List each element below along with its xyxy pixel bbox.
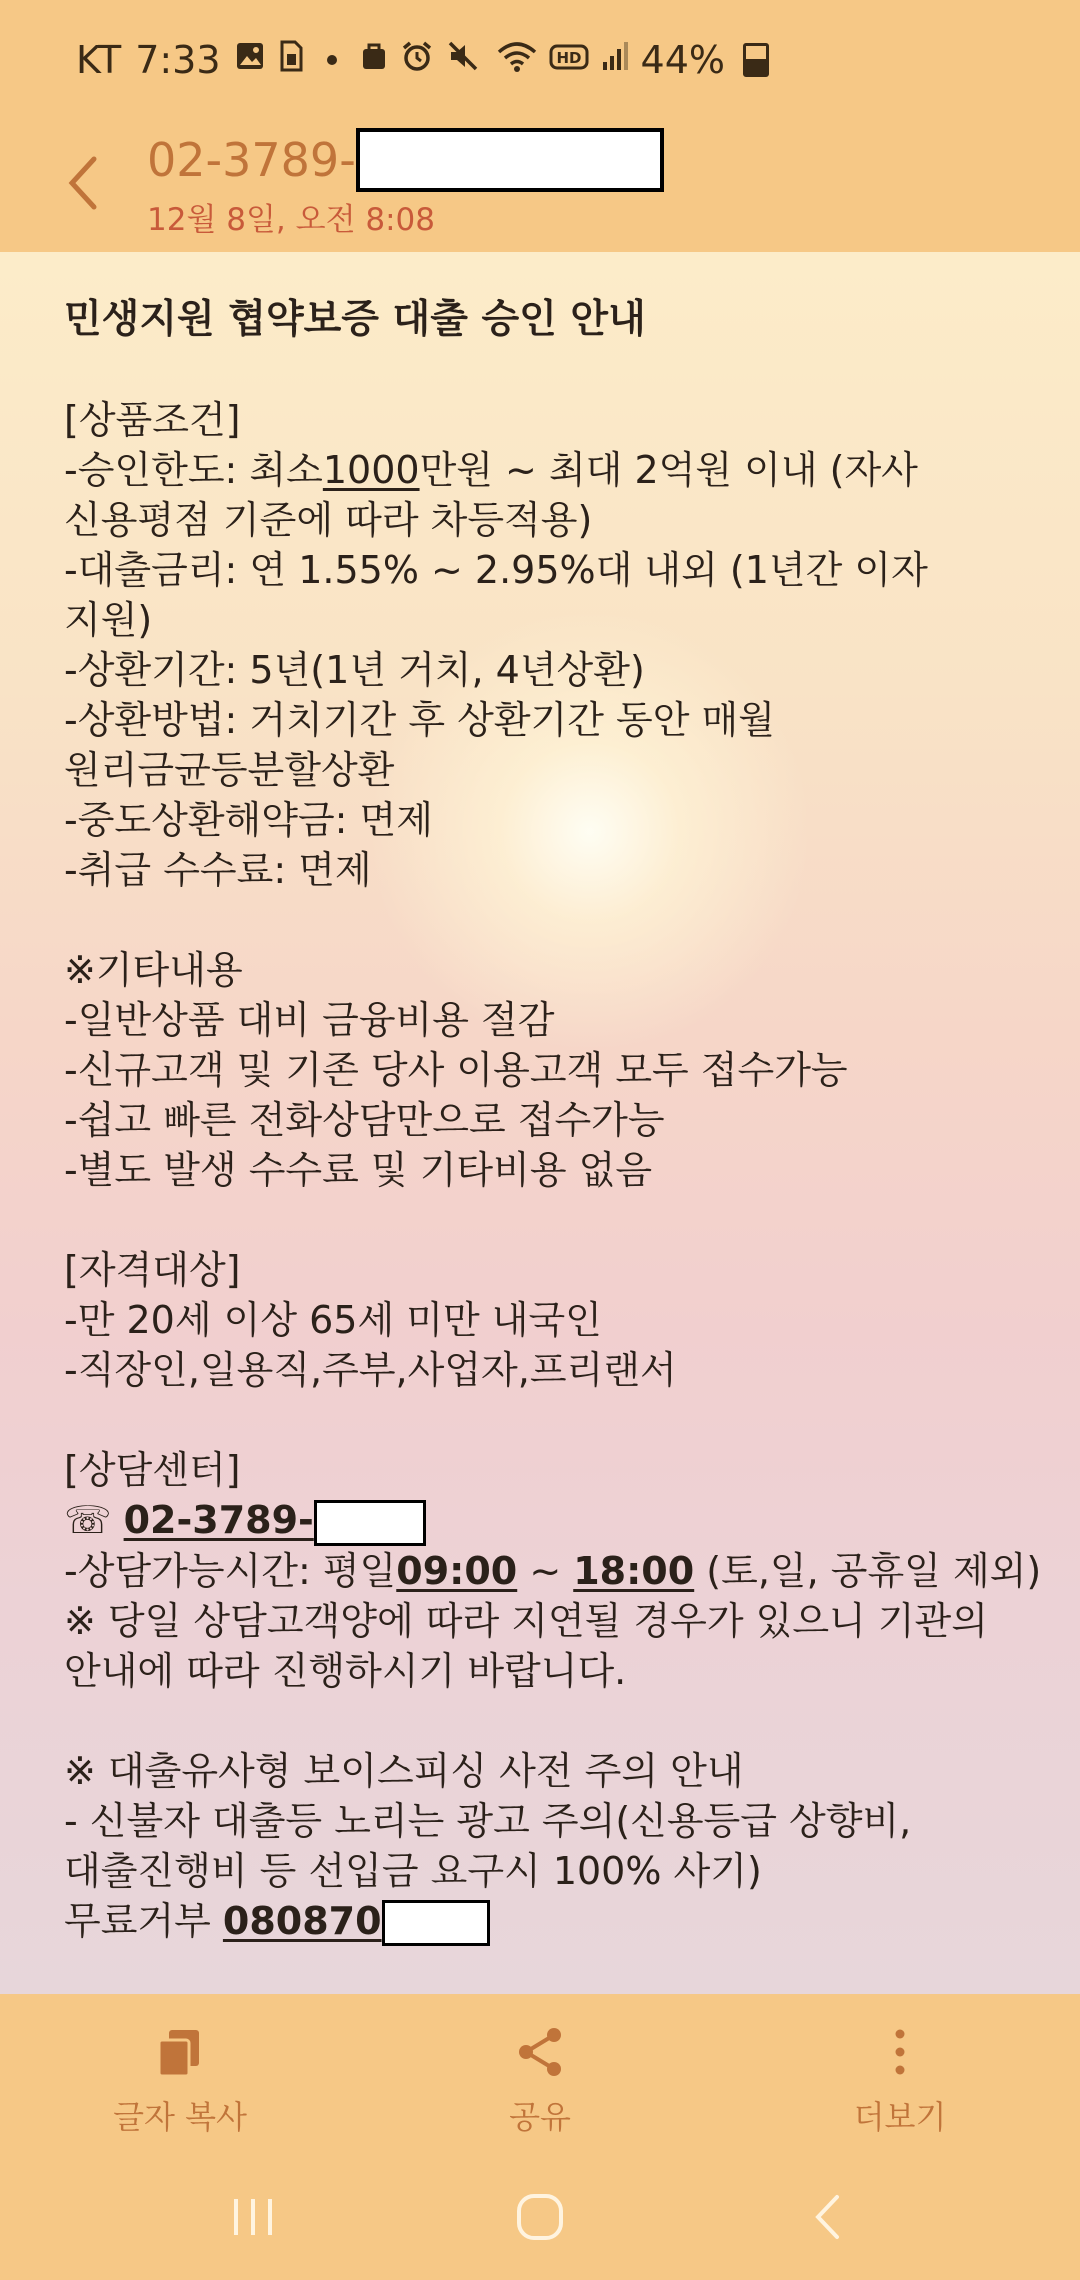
back-nav-icon (811, 2192, 843, 2242)
linked-number[interactable]: 09:00 (396, 1548, 518, 1593)
underlined-number[interactable]: 1000 (322, 448, 420, 492)
message-line (64, 1796, 1024, 1846)
message-line (64, 495, 1024, 545)
message-line (64, 745, 1024, 795)
sim-icon (279, 40, 303, 80)
status-bar (0, 0, 1080, 120)
bag-icon (361, 41, 387, 79)
message-text: -중도상환해약금: 면제 (64, 798, 433, 842)
linked-number[interactable]: 02-3789- (123, 1498, 314, 1542)
linked-number[interactable]: 080870 (222, 1898, 382, 1943)
signal-icon (601, 40, 629, 80)
message-text: -쉽고 빠른 전화상담만으로 접수가능 (64, 1098, 665, 1142)
redaction-box (314, 1500, 426, 1546)
message-text: -일반상품 대비 금융비용 절감 (64, 998, 555, 1042)
more-label: 더보기 (853, 2098, 947, 2136)
message-text: ※기타내용 (64, 948, 243, 992)
message-line (64, 1045, 1024, 1095)
message-line (64, 1445, 1024, 1495)
home-icon (515, 2192, 565, 2242)
message-line (64, 545, 1024, 595)
more-button[interactable] (720, 1994, 1080, 2154)
linked-number[interactable]: 18:00 (573, 1548, 695, 1593)
message-line (64, 1896, 1024, 1947)
message-line (64, 445, 1024, 495)
redaction-box (382, 1900, 490, 1946)
message-text: 대출진행비 등 선입금 요구시 100% 사기) (64, 1848, 762, 1893)
conversation-header (0, 120, 1080, 252)
bottom-toolbar (0, 1994, 1080, 2154)
message-body[interactable] (64, 294, 1042, 1946)
message-text: -만 20세 이상 65세 미만 내국인 (64, 1298, 602, 1342)
recent-apps-icon (230, 2195, 276, 2239)
share-icon (516, 2026, 564, 2078)
message-line (64, 695, 1024, 745)
message-line (64, 1245, 1024, 1295)
message-text: 무료거부 (64, 1898, 223, 1943)
message-area (0, 252, 1080, 1994)
share-label: 공유 (509, 2098, 571, 2136)
message-text: ※ 대출유사형 보이스피싱 사전 주의 안내 (64, 1748, 744, 1793)
message-line (64, 1696, 1024, 1746)
message-line (64, 795, 1024, 845)
message-line (64, 845, 1024, 895)
message-text: 안내에 따라 진행하시기 바랍니다. (64, 1648, 627, 1693)
message-text: - 신불자 대출등 노리는 광고 주의(신용등급 상향비, (64, 1798, 912, 1843)
message-line (64, 1846, 1024, 1896)
message-line (64, 1145, 1024, 1195)
notification-dot-icon (327, 55, 337, 65)
contact-number[interactable] (147, 128, 664, 192)
contact-number-text: 02-3789- (147, 133, 356, 187)
message-line (64, 595, 1024, 645)
message-line (64, 1395, 1024, 1445)
redaction-box (356, 128, 664, 192)
message-line (64, 1596, 1024, 1646)
message-line (64, 1295, 1024, 1345)
copy-text-button[interactable] (0, 1994, 360, 2154)
message-text: [자격대상] (64, 1248, 241, 1292)
more-vertical-icon (890, 2026, 910, 2078)
carrier-label: KT (76, 38, 122, 82)
message-line (64, 1546, 1042, 1596)
battery-icon (743, 43, 769, 77)
copy-icon (155, 2026, 205, 2078)
message-text: 지원) (64, 598, 153, 642)
copy-text-label: 글자 복사 (113, 2098, 247, 2136)
message-text: 만원 ~ 최대 2억원 이내 (자사 (419, 448, 918, 492)
message-line (64, 1195, 1024, 1245)
message-line (64, 1495, 1024, 1546)
svg-text:HD: HD (556, 49, 582, 67)
message-text: -대출금리: 연 1.55% ~ 2.95%대 내외 (1년간 이자 (64, 548, 928, 592)
message-text: (토,일, 공휴일 제외) (694, 1548, 1042, 1593)
message-line (64, 1646, 1024, 1696)
message-text: ※ 당일 상담고객양에 따라 지연될 경우가 있으니 기관의 (64, 1598, 988, 1643)
message-text: -상담가능시간: 평일 (64, 1548, 397, 1593)
message-text: ~ (517, 1548, 574, 1593)
back-nav-button[interactable] (792, 2182, 862, 2252)
message-line (64, 945, 1024, 995)
message-text: [상품조건] (64, 398, 241, 442)
message-line (64, 1345, 1024, 1395)
message-text: -승인한도: 최소 (64, 448, 323, 492)
message-line (64, 1746, 1024, 1796)
message-text: 원리금균등분할상환 (64, 748, 395, 792)
message-text: -별도 발생 수수료 및 기타비용 없음 (64, 1148, 653, 1192)
message-line (64, 645, 1024, 695)
share-button[interactable] (360, 1994, 720, 2154)
message-text: [상담센터] (64, 1448, 241, 1492)
message-line (64, 895, 1024, 945)
message-text: -상환기간: 5년(1년 거치, 4년상환) (64, 648, 645, 692)
message-date: 12월 8일, 오전 8:08 (147, 202, 435, 238)
message-text: -신규고객 및 기존 당사 이용고객 모두 접수가능 (64, 1048, 848, 1092)
hd-voice-icon (549, 41, 589, 79)
message-text: 신용평점 기준에 따라 차등적용) (64, 498, 593, 542)
recent-apps-button[interactable] (218, 2182, 288, 2252)
status-left (76, 38, 479, 82)
message-line (64, 345, 1024, 395)
back-button[interactable] (52, 146, 112, 220)
message-text: -취급 수수료: 면제 (64, 848, 372, 892)
message-text: -상환방법: 거치기간 후 상환기간 동안 매월 (64, 698, 775, 742)
clock: 7:33 (135, 38, 221, 82)
chevron-left-icon (64, 153, 100, 213)
system-nav-bar (0, 2154, 1080, 2280)
home-button[interactable] (505, 2182, 575, 2252)
message-line (64, 1095, 1024, 1145)
message-title: 민생지원 협약보증 대출 승인 안내 (64, 297, 646, 342)
alarm-icon (401, 40, 433, 80)
mute-icon (447, 40, 479, 80)
message-line (64, 995, 1024, 1045)
message-line (64, 395, 1024, 445)
message-line (64, 294, 1024, 345)
message-text: ☏ (64, 1498, 124, 1542)
message-text: -직장인,일용직,주부,사업자,프리랜서 (64, 1348, 677, 1392)
battery-percent: 44% (640, 38, 725, 82)
wifi-icon (497, 40, 537, 80)
status-right (497, 38, 769, 82)
gallery-icon (235, 41, 265, 79)
